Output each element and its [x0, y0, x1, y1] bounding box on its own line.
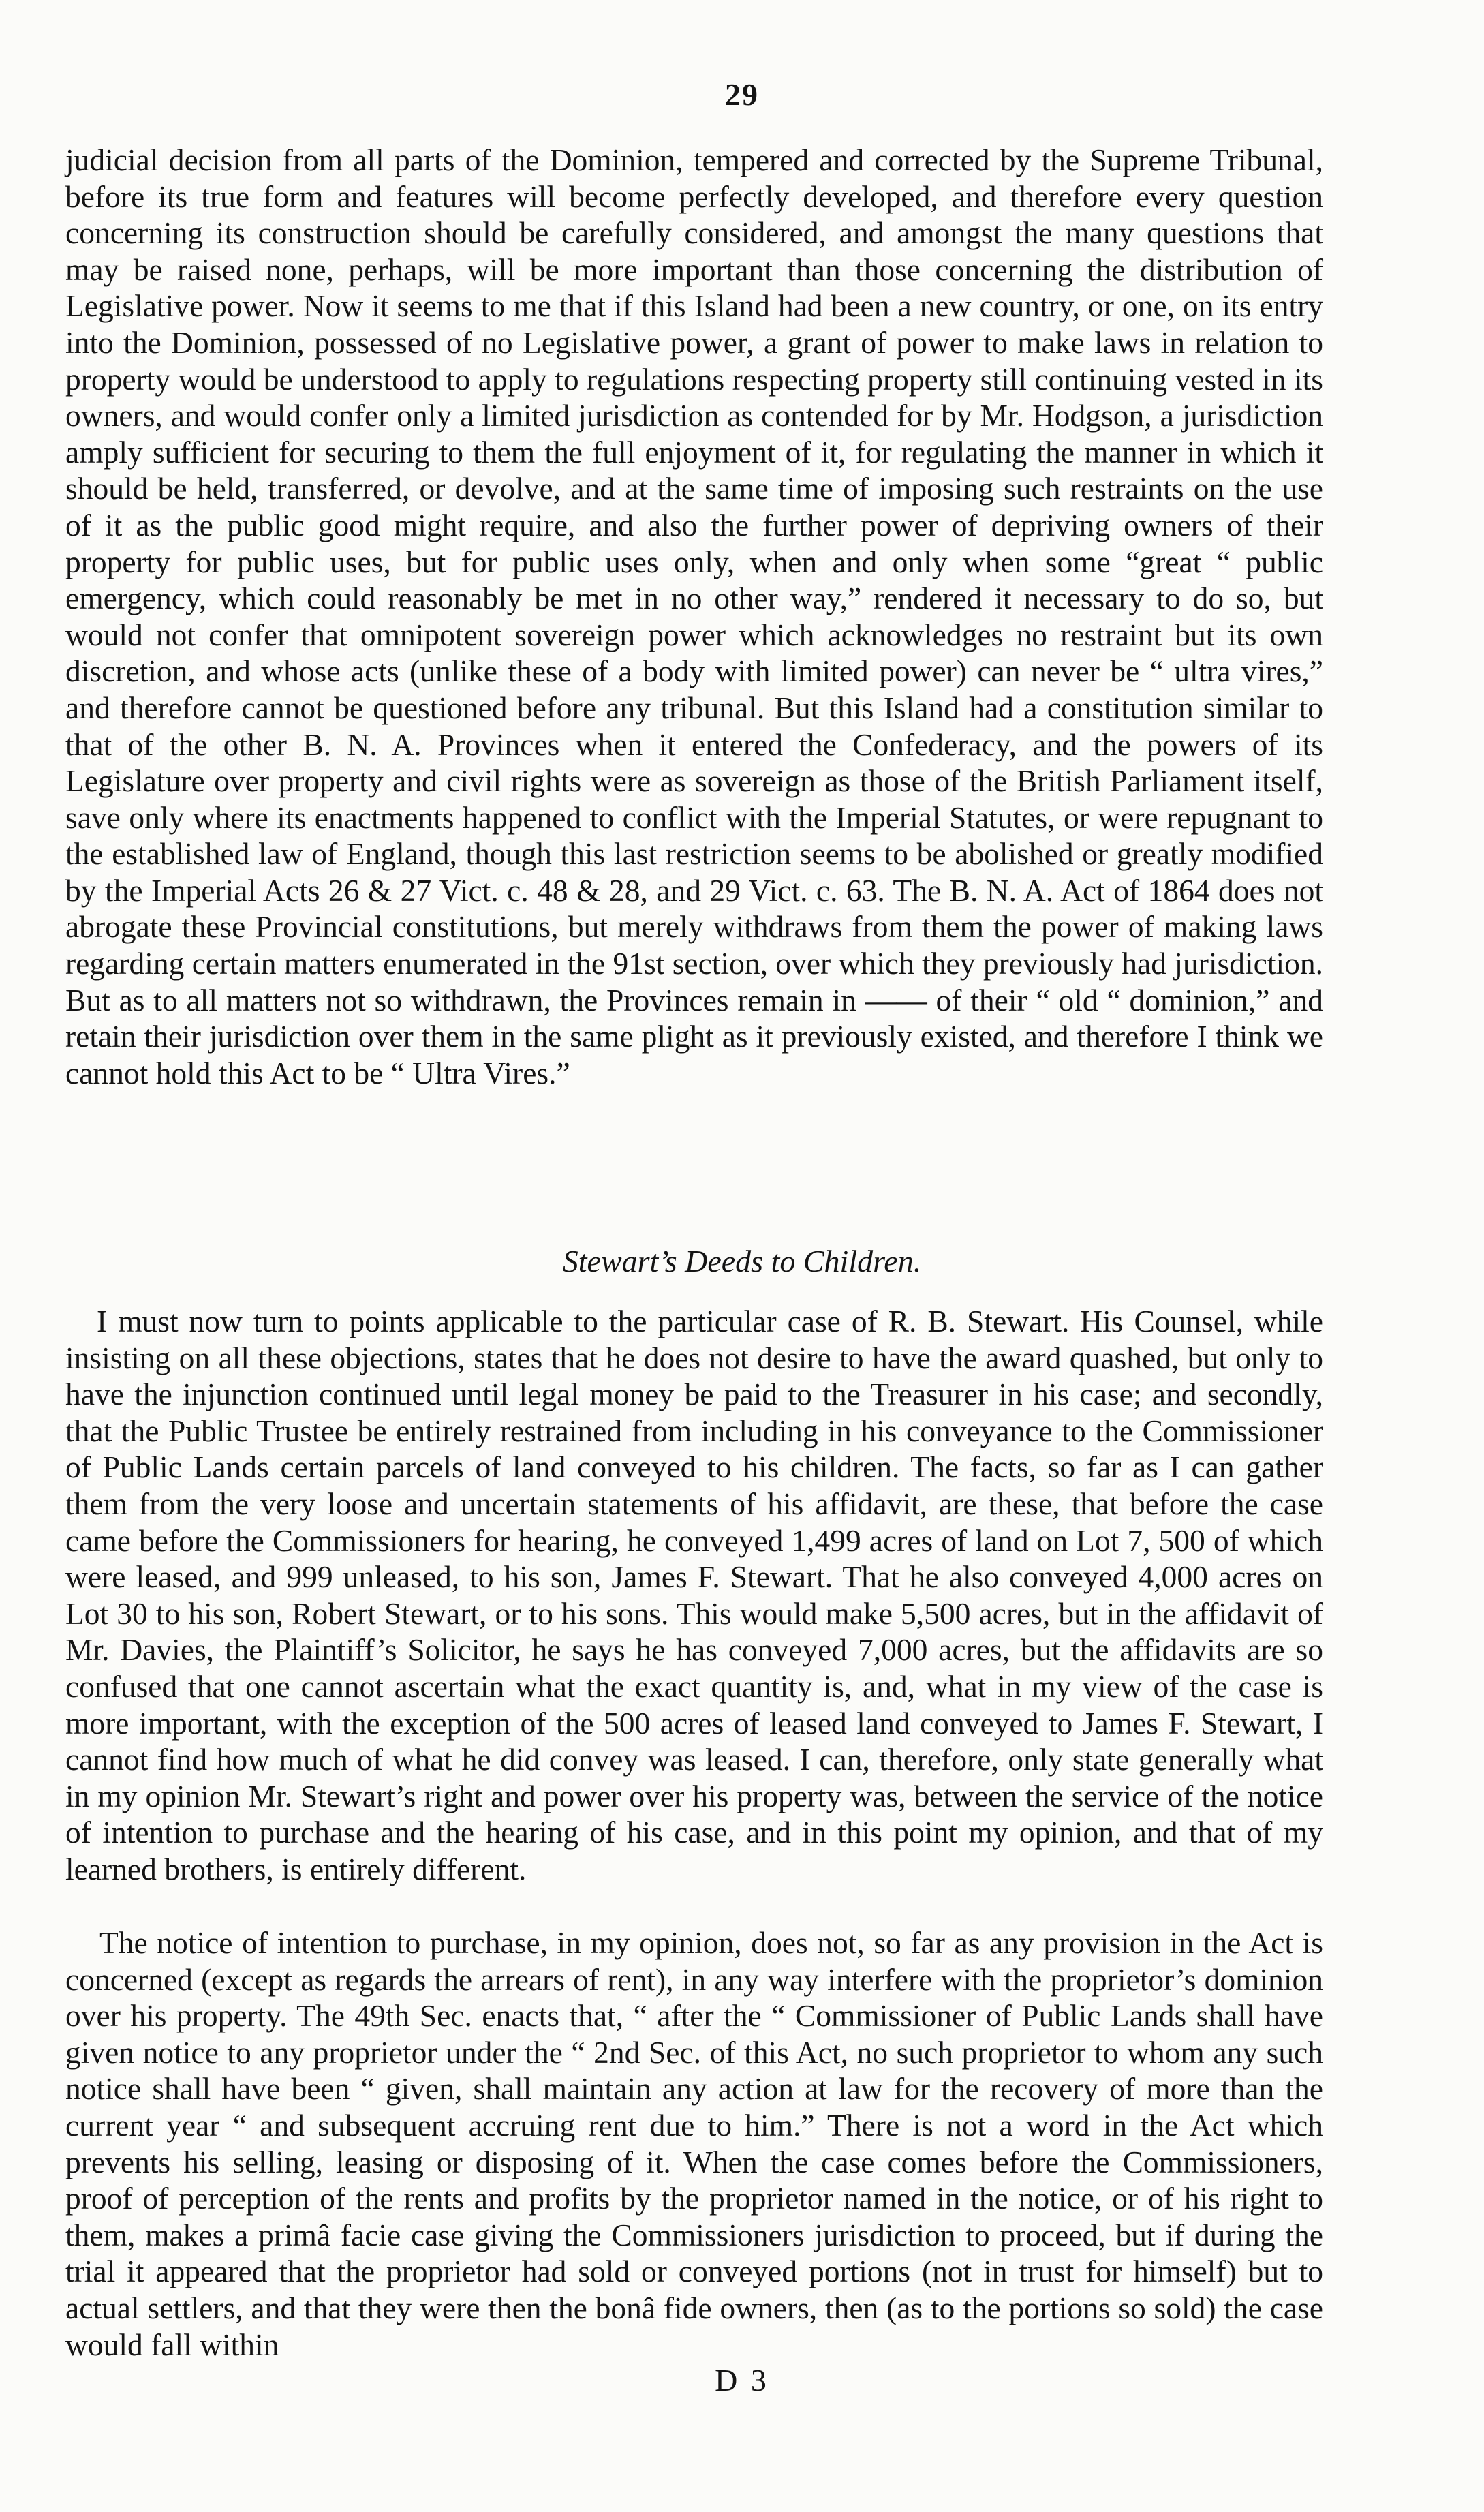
paragraph-text: I must now turn to points applicable to the particular case of R. B. Stewart. His Counsel, while insisting on all these objections, states that he does not desire to have the award quashed, but only to have the injunction continued until legal money be paid to the Treasurer in his case; and secondly, that the Public Trustee be entirely restrained from including in his conveyance to the Commissioner of Public Lands certain parcels of land conveyed to his children. The facts, so far as I can gather them from the very loose and uncertain statements of his affidavit, are these, that before the case came before the Commissioners for hearing, he conveyed 1,499 acres of land on Lot 7, 500 of which were leased, and 999 unleased, to his son, James F. Stewart. That he also conveyed 4,000 acres on Lot 30 to his son, Robert Stewart, or to his sons. This would make 5,500 acres, but in the affidavit of Mr. Davies, the Plaintiff’s Solicitor, he says he has conveyed 7,000 acres, but the affidavits are so confused that one cannot ascertain what the exact quantity is, and, what in my view of the case is more important, with the exception of the 500 acres of leased land conveyed to James F. Stewart, I cannot find how much of what he did convey was leased. I can, therefore, only state generally what in my opinion Mr. Stewart’s right and power over his property was, between the service of the notice of intention to purchase and the hearing of his case, and in this point my opinion, and that of my learned brothers, is entirely different. [65, 1304, 1323, 1886]
paragraph-ultra-vires [65, 142, 1323, 1091]
paragraph-notice-of-intention [65, 1925, 1323, 2363]
paragraph-stewart-case [65, 1303, 1323, 1888]
section-heading: Stewart’s Deeds to Children. [562, 1244, 922, 1278]
page-number: 29 [725, 77, 759, 112]
signature-mark: D 3 [715, 2363, 769, 2398]
paragraph-text: judicial decision from all parts of the Dominion, tempered and corrected by the Supreme Tribunal, before its true form and features will become perfectly developed, and therefore every question concerning its construction should be carefully considered, and amongst the many questions that may be raised none, perhaps, will be more important than those concerning the distribution of Legislative power. Now it seems to me that if this Island had been a new country, or one, on its entry into the Dominion, possessed of no Legislative power, a grant of power to make laws in relation to property would be understood to apply to regulations respecting property still continuing vested in its owners, and would confer only a limited jurisdiction as contended for by Mr. Hodgson, a jurisdiction amply sufficient for securing to them the full enjoyment of it, for regulating the manner in which it should be held, transferred, or devolve, and at the same time of imposing such restraints on the use of it as the public good might require, and also the further power of depriving owners of their property for public uses, but for public uses only, when and only when some “great “ public emergency, which could reasonably be met in no other way,” rendered it necessary to do so, but would not confer that omnipotent sovereign power which acknowledges no restraint but its own discretion, and whose acts (unlike these of a body with limited power) can never be “ ultra vires,” and therefore cannot be questioned before any tribunal. But this Island had a constitution similar to that of the other B. N. A. Provinces when it entered the Confederacy, and the powers of its Legislature over property and civil rights were as sovereign as those of the British Parliament itself, save only where its enactments happened to conflict with the Imperial Statutes, or were repugnant to the established law of England, though this last restriction seems to be abolished or greatly modified by the Imperial Acts 26 & 27 Vict. c. 48 & 28, and 29 Vict. c. 63. The B. N. A. Act of 1864 does not abrogate these Provincial constitutions, but merely withdraws from them the power of making laws regarding certain matters enumerated in the 91st section, over which they previously had jurisdiction. But as to all matters not so withdrawn, the Provinces remain in —— of their “ old “ dominion,” and retain their jurisdiction over them in the same plight as it previously existed, and therefore I think we cannot hold this Act to be “ Ultra Vires.” [65, 142, 1323, 1090]
paragraph-text: The notice of intention to purchase, in my opinion, does not, so far as any provision in the Act is concerned (except as regards the arrears of rent), in any way interfere with the proprietor’s dominion over his property. The 49th Sec. enacts that, “ after the “ Commissioner of Public Lands shall have given notice to any proprietor under the “ 2nd Sec. of this Act, no such proprietor to whom any such notice shall have been “ given, shall maintain any action at law for the recovery of more than the current year “ and subsequent accruing rent due to him.” There is not a word in the Act which prevents his selling, leasing or disposing of it. When the case comes before the Commissioners, proof of perception of the rents and profits by the proprietor named in the notice, or of his right to them, makes a primâ facie case giving the Commissioners jurisdiction to proceed, but if during the trial it appeared that the proprietor had sold or conveyed portions (not in trust for himself) but to actual settlers, and that they were then the bonâ fide owners, then (as to the portions so sold) the case would fall within [65, 1925, 1323, 2362]
